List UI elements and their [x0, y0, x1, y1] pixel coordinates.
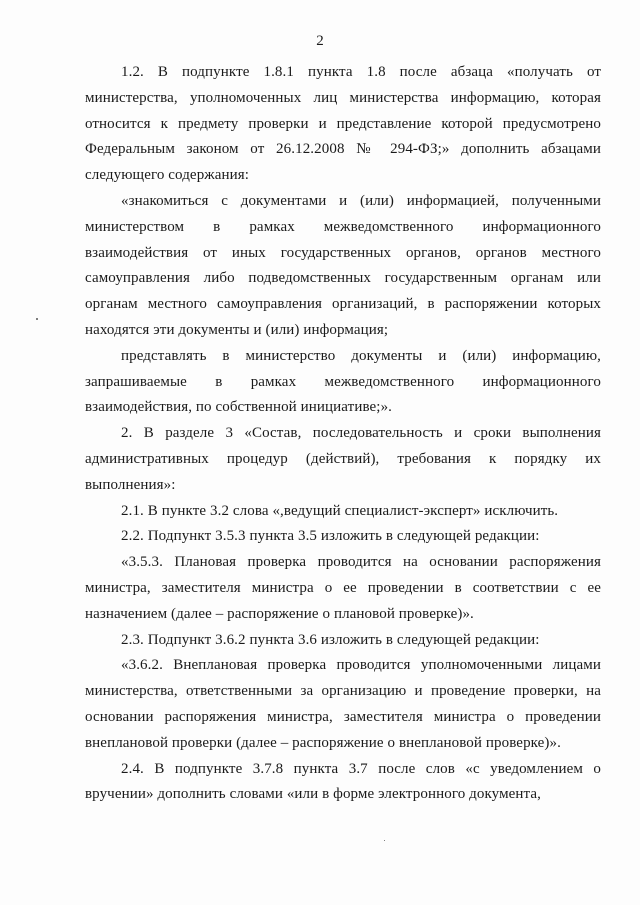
- paragraph-submit-documents: представлять в министерство документы и (или) информацию, запрашиваемые в рамках межведомственного информационного взаимодействия, по собственной инициативе;».: [85, 347, 601, 416]
- paragraph-3-6-2: «3.6.2. Внеплановая проверка проводится уполномоченными лицами министерства, ответственными за организацию и проведение проверки, на основании распоряжения министра, заместителя министра о проведении внеплановой проверки (далее – распоряжение о внеплановой проверке)».: [85, 657, 601, 751]
- scan-speck: [36, 318, 38, 320]
- paragraph-2-3: 2.3. Подпункт 3.6.2 пункта 3.6 изложить в следующей редакции:: [121, 631, 540, 648]
- scan-speck: [384, 840, 385, 841]
- paragraph-quote-familiarize: «знакомиться с документами и (или) информацией, полученными министерством в рамках межведомственного информационного взаимодействия от иных государственных органов, органов местного самоуправления либо подведомственных государственным органам или органам местного самоуправления организаций, в распоряжении которых находятся эти документы и (или) информация;: [85, 192, 601, 338]
- paragraph-2-1: 2.1. В пункте 3.2 слова «,ведущий специалист-эксперт» исключить.: [121, 502, 559, 519]
- paragraph-2-4: 2.4. В подпункте 3.7.8 пункта 3.7 после слов «с уведомлением о вручении» дополнить словами «или в форме электронного документа,: [85, 760, 601, 803]
- page-number: 2: [316, 33, 324, 49]
- paragraph-1-2: 1.2. В подпункте 1.8.1 пункта 1.8 после абзаца «получать от министерства, уполномоченных лиц министерства информацию, которая относится к предмету проверки и представление которой предусмотрено Федеральным законом от 26.12.2008 № 294-ФЗ;» дополнить абзацами следующего содержания:: [85, 64, 601, 184]
- document-body: [85, 60, 601, 808]
- paragraph-2-2: 2.2. Подпункт 3.5.3 пункта 3.5 изложить в следующей редакции:: [121, 528, 540, 545]
- paragraph-3-5-3: «3.5.3. Плановая проверка проводится на основании распоряжения министра, заместителя министра о ее проведении в соответствии с ее назначением (далее – распоряжение о плановой проверке)».: [85, 554, 601, 622]
- paragraph-2: 2. В разделе 3 «Состав, последовательность и сроки выполнения административных процедур (действий), требования к порядку их выполнения»:: [85, 425, 601, 493]
